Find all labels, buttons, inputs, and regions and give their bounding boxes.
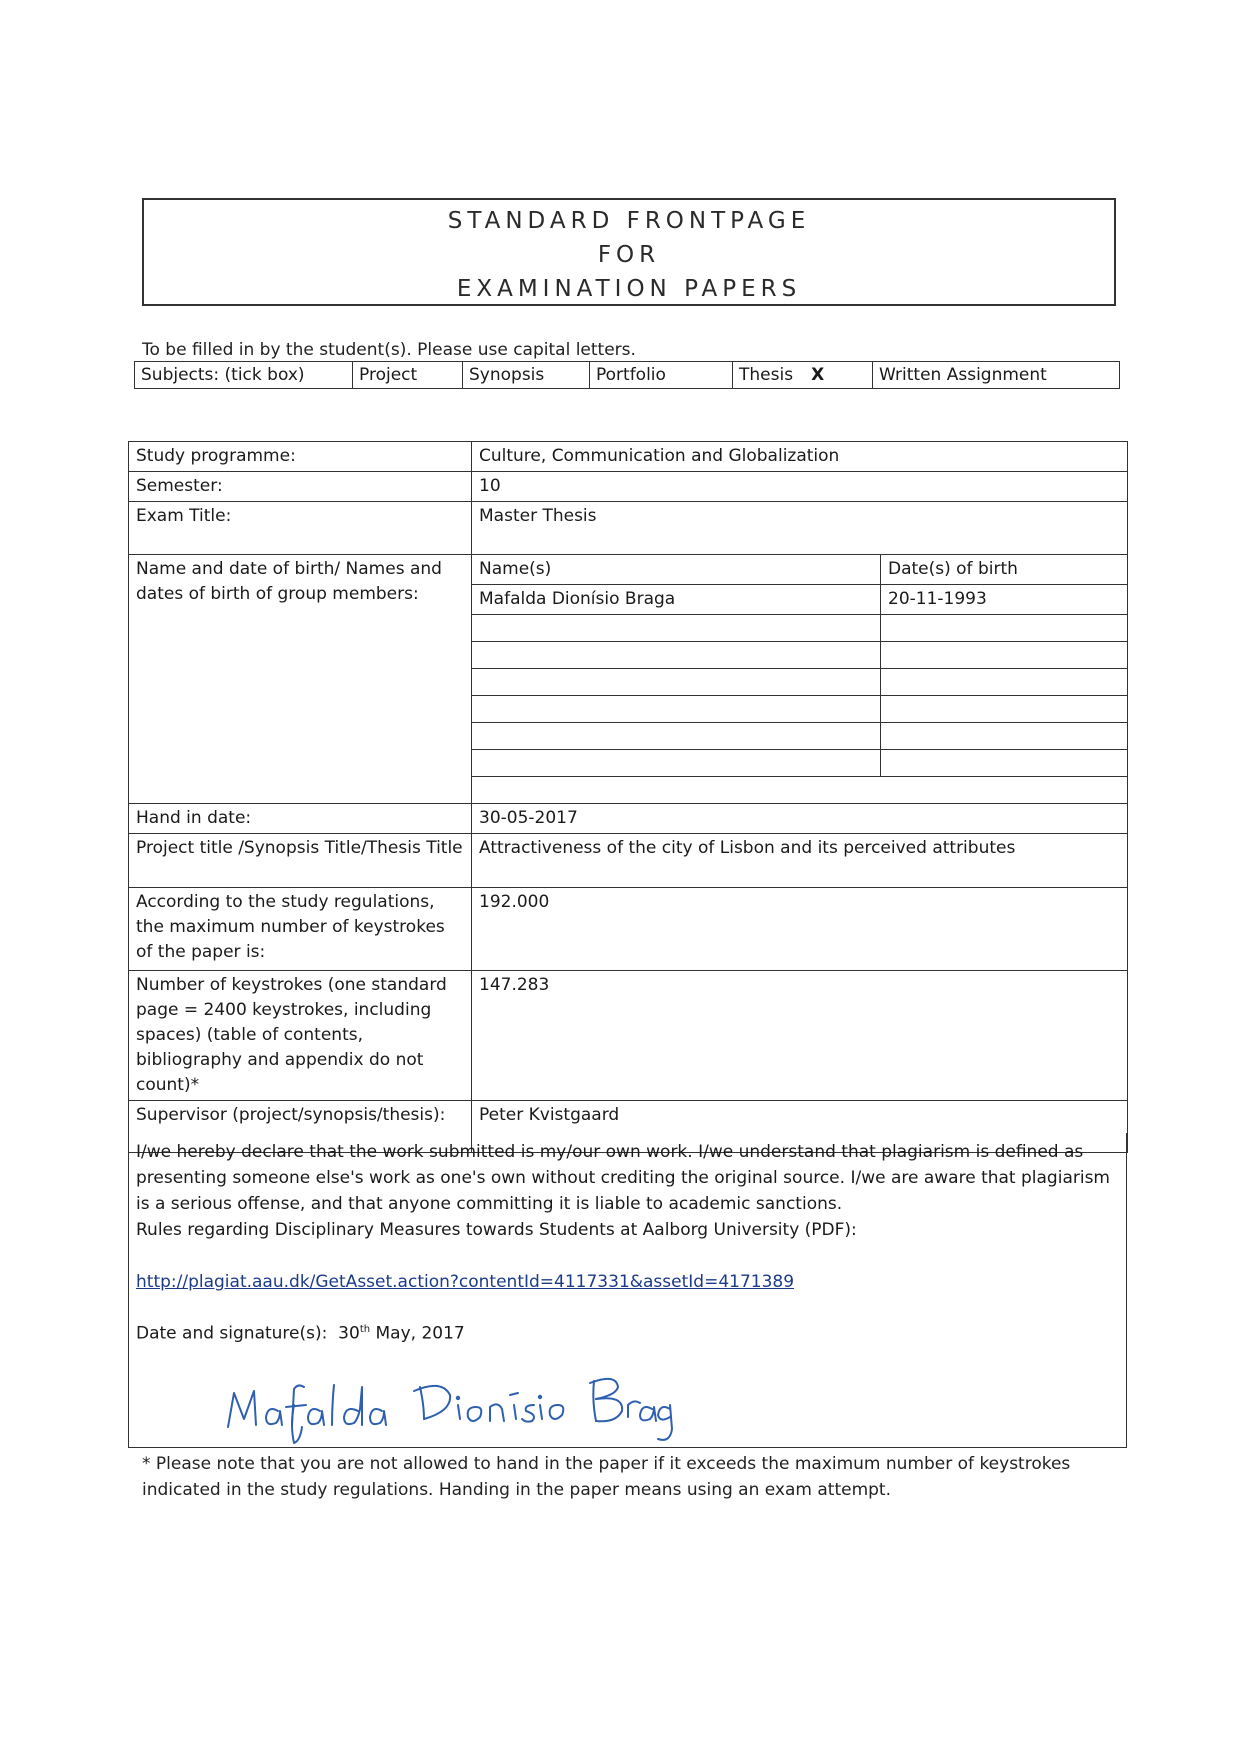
member-dob-empty (881, 750, 1128, 777)
member-dob-empty (881, 696, 1128, 723)
subject-option-synopsis[interactable] (463, 362, 590, 388)
title-line-1: STANDARD FRONTPAGE (447, 208, 811, 234)
max-keystrokes-value: 192.000 (472, 888, 1128, 971)
subject-option-portfolio[interactable] (590, 362, 733, 388)
study-programme-value: Culture, Communication and Globalization (472, 442, 1128, 472)
member-name-1: Mafalda Dionísio Braga (472, 585, 881, 615)
date-label: Date and signature(s): (136, 1323, 328, 1344)
member-name-empty (472, 696, 881, 723)
instruction-text: To be filled in by the student(s). Please use capital letters. (142, 340, 636, 360)
date-signature-line (136, 1317, 1119, 1347)
member-dob-empty (881, 642, 1128, 669)
supervisor-value: Peter Kvistgaard (472, 1101, 1128, 1153)
member-row-empty (472, 777, 1128, 804)
num-keystrokes-value: 147.283 (472, 971, 1128, 1101)
max-keystrokes-label: According to the study regulations, the maximum number of keystrokes of the paper is: (129, 888, 472, 971)
member-name-empty (472, 723, 881, 750)
member-dob-empty (881, 669, 1128, 696)
title-line-2: FOR (597, 242, 661, 268)
title-line-3: EXAMINATION PAPERS (456, 276, 802, 302)
project-title-label: Project title /Synopsis Title/Thesis Title (129, 834, 472, 888)
hand-in-date-value: 30-05-2017 (472, 804, 1128, 834)
subject-option-project[interactable] (353, 362, 463, 388)
title-box (142, 198, 1116, 306)
member-name-empty (472, 642, 881, 669)
subjects-row (134, 361, 1120, 389)
semester-value: 10 (472, 472, 1128, 502)
plagiarism-rules-link[interactable]: http://plagiat.aau.dk/GetAsset.action?contentId=4117331&assetId=4171389 (136, 1272, 795, 1292)
form-table (128, 441, 1128, 1153)
exam-title-label: Exam Title: (129, 502, 472, 555)
subject-option-label: Portfolio (596, 365, 666, 385)
date-rest: May, 2017 (375, 1323, 465, 1344)
dob-header: Date(s) of birth (881, 555, 1128, 585)
project-title-value: Attractiveness of the city of Lisbon and its perceived attributes (472, 834, 1128, 888)
subject-option-written-assignment[interactable] (873, 362, 1118, 388)
names-header: Name(s) (472, 555, 881, 585)
num-keystrokes-label: Number of keystrokes (one standard page = 2400 keystrokes, including spaces) (table of contents, bibliography and appendix do not count)* (129, 971, 472, 1101)
exam-title-value: Master Thesis (472, 502, 1128, 555)
date-suffix: th (359, 1324, 371, 1335)
tick-mark: X (811, 365, 825, 385)
declaration-text: I/we hereby declare that the work submitted is my/our own work. I/we understand that plagiarism is defined as presenting someone else's work as one's own without crediting the original source. I/we are aware that plagiarism is a serious offense, and that anyone committing it is liable to academic sanctions. (136, 1142, 1110, 1214)
subject-option-label: Synopsis (469, 365, 545, 385)
subject-option-thesis[interactable] (733, 362, 873, 388)
subject-option-label: Project (359, 365, 418, 385)
semester-label: Semester: (129, 472, 472, 502)
member-name-empty (472, 615, 881, 642)
footnote: * Please note that you are not allowed to hand in the paper if it exceeds the maximum number of keystrokes indicated in the study regulations. Handing in the paper means using an exam attempt. (142, 1454, 1071, 1500)
subjects-label: Subjects: (tick box) (135, 362, 353, 388)
subject-option-label: Written Assignment (879, 365, 1047, 385)
member-dob-empty (881, 723, 1128, 750)
hand-in-date-label: Hand in date: (129, 804, 472, 834)
member-name-empty (472, 669, 881, 696)
names-label: Name and date of birth/ Names and dates of birth of group members: (129, 555, 472, 804)
handwritten-signature (220, 1365, 680, 1445)
date-day: 30 (338, 1323, 360, 1344)
member-name-empty (472, 750, 881, 777)
study-programme-label: Study programme: (129, 442, 472, 472)
supervisor-label: Supervisor (project/synopsis/thesis): (129, 1101, 472, 1153)
subject-option-label: Thesis (739, 365, 794, 385)
member-dob-empty (881, 615, 1128, 642)
rules-text: Rules regarding Disciplinary Measures towards Students at Aalborg University (PDF): (136, 1220, 857, 1240)
member-dob-1: 20-11-1993 (881, 585, 1128, 615)
